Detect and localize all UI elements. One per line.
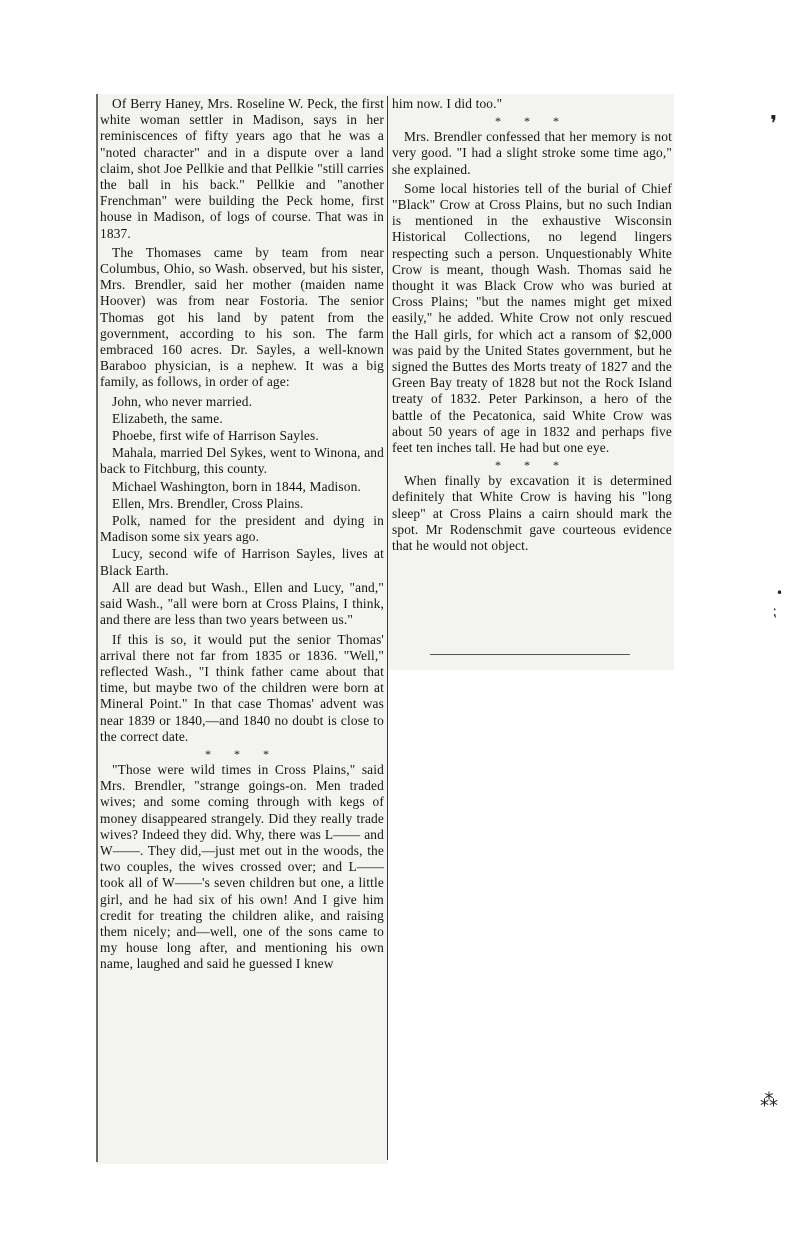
paragraph-haney: Of Berry Haney, Mrs. Roseline W. Peck, the first white woman settler in Madison, says in her reminiscences of fifty years ago that he was a "noted character" and in a dispute over a land claim, shot Joe Pellkie and that Pellkie "still carries the ball in his back." Pellkie and "another Frenchman" were building the Peck home, first house in Madison, of logs of course. That was in 1837. bbox=[100, 96, 384, 241]
right-column bbox=[392, 96, 672, 656]
paragraph-thomases: The Thomases came by team from near Columbus, Ohio, so Wash. observed, but his sister, Mrs. Brendler, said her mother (maiden name Hoover) was from near Fostoria. The senior Thomas got his land by patent from the government, according to his son. The farm embraced 160 acres. Dr. Sayles, a well-known Baraboo physician, is a nephew. It was a big family, as follows, in order of age: bbox=[100, 244, 384, 390]
paragraph-arrival-date: If this is so, it would put the senior Thomas' arrival there not far from 1835 or 1836. "Well," reflected Wash., "I think father came about that time, but maybe two of the children were born at Mineral Point." In that case Thomas' advent was near 1839 or 1840,—and 1840 no doubt is close to the correct date. bbox=[100, 631, 384, 744]
family-list-item: John, who never married. bbox=[112, 393, 253, 409]
family-list-item: Polk, named for the president and dying in Madison some six years ago. bbox=[100, 513, 384, 545]
edge-speck-mark: • bbox=[776, 586, 784, 600]
left-column bbox=[100, 96, 384, 1160]
section-divider: * * * bbox=[495, 114, 569, 129]
section-divider: * * * bbox=[495, 458, 569, 473]
paragraph-all-dead: All are dead but Wash., Ellen and Lucy, "and," said Wash., "all were born at Cross Plains, I think, and there are less than two years between us." bbox=[100, 579, 384, 628]
column-rule bbox=[387, 96, 388, 1160]
family-list-item: Mahala, married Del Sykes, went to Winona, and back to Fitchburg, this county. bbox=[100, 445, 384, 477]
edge-speck-mark: ⁂ bbox=[760, 1090, 778, 1111]
paragraph-cairn: When finally by excavation it is determined definitely that White Crow is having his "long sleep" at Cross Plains a cairn should mark the spot. Mr Rodenschmit gave courteous evidence that he would not object. bbox=[392, 473, 672, 554]
article-end-rule bbox=[430, 654, 630, 655]
family-list-item: Michael Washington, born in 1844, Madison. bbox=[112, 478, 361, 494]
paragraph-continuation: him now. I did too." bbox=[392, 96, 503, 111]
edge-speck-mark: ⁏ bbox=[772, 604, 777, 620]
section-divider: * * * bbox=[205, 746, 279, 761]
paragraph-black-crow: Some local histories tell of the burial of Chief "Black" Crow at Cross Plains, but no such Indian is mentioned in the exhaustive Wisconsin Historical Collections, no legend lingers respecting such a person. Unquestionably White Crow is meant, though Wash. Thomas said he thought it was Black Crow who was buried at Cross Plains; "but the names might get mixed easily," he added. White Crow not only rescued the Hall girls, for which act a ransom of $2,000 was paid by the United States government, but he signed the Buttes des Morts treaty of 1827 and the Green Bay treaty of 1828 but not the Rock Island treaty of 1832. Peter Parkinson, a hero of the battle of the Pecatonica, said White Crow was about 50 years of age in 1832 and perhaps five feet ten inches tall. He had but one eye. bbox=[392, 180, 672, 456]
edge-speck-mark: ❜ bbox=[770, 112, 778, 137]
blank-paper-area bbox=[388, 670, 674, 1164]
paragraph-memory: Mrs. Brendler confessed that her memory is not very good. "I had a slight stroke some time ago," she explained. bbox=[392, 129, 672, 177]
paragraph-wild-times: "Those were wild times in Cross Plains," said Mrs. Brendler, "strange goings-on. Men traded wives; and some coming through with kegs of money disappeared strangely. Did they really trade wives? Indeed they did. Why, there was L—— and W——. They did,—just met out in the woods, the two couples, the wives crossed over; and L—— took all of W——'s seven children but one, a little girl, and he had six of his own! And I give him credit for treating the children alike, and raising them nicely; and—well, one of the sons came to my house long after, and mentioning his own name, laughed and said he guessed I knew bbox=[100, 761, 384, 972]
family-list-item: Ellen, Mrs. Brendler, Cross Plains. bbox=[112, 495, 304, 511]
family-list-item: Elizabeth, the same. bbox=[112, 410, 223, 426]
family-list-item: Phoebe, first wife of Harrison Sayles. bbox=[112, 428, 319, 444]
clipping-left-edge bbox=[96, 94, 98, 1162]
family-list-item: Lucy, second wife of Harrison Sayles, lives at Black Earth. bbox=[100, 546, 384, 578]
